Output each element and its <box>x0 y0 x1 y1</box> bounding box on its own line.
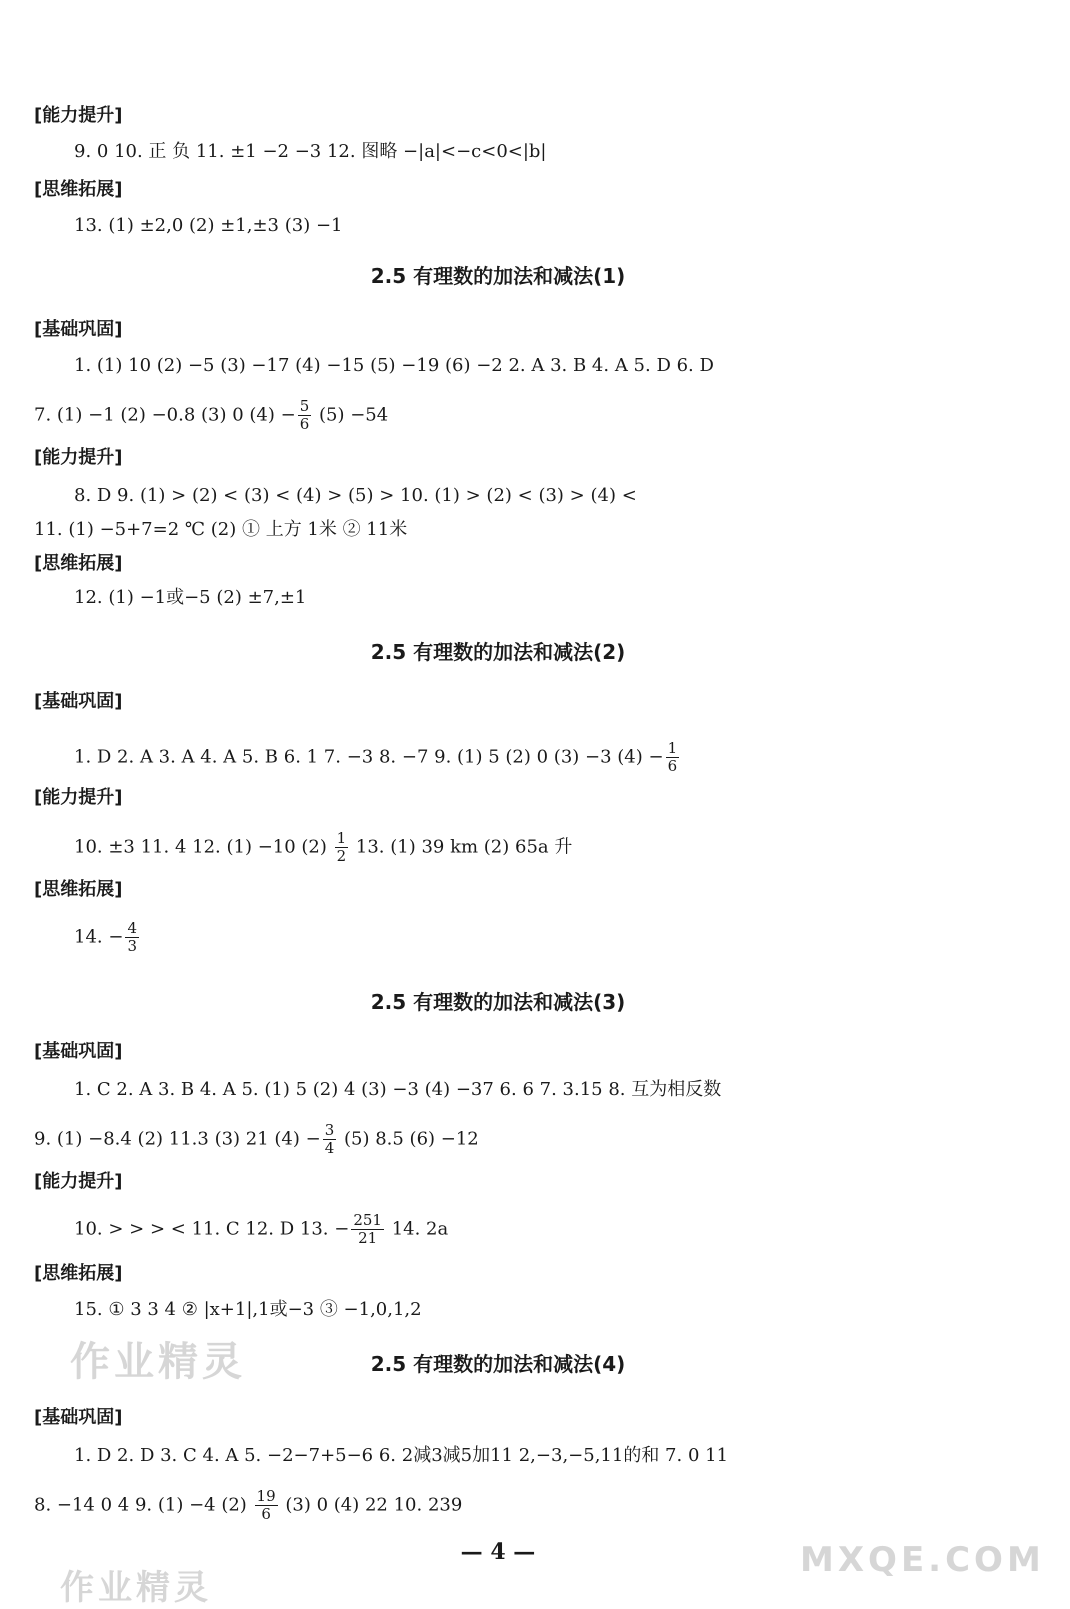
answer-line: 1. C 2. A 3. B 4. A 5. (1) 5 (2) 4 (3) −3 (4) −37 6. 6 7. 3.15 8. 互为相反数 <box>74 1079 722 1100</box>
page-number: — 4 — <box>460 1539 536 1565</box>
answer-text: 10. > > > < 11. C 12. D 13. − <box>74 1218 350 1240</box>
answer-text: 7. (1) −1 (2) −0.8 (3) 0 (4) − <box>34 404 296 426</box>
answer-text: 13. (1) 39 km (2) 65a 升 <box>350 836 573 858</box>
section-label: [基础巩固] <box>34 319 123 340</box>
section-title: 2.5 有理数的加法和减法(4) <box>370 1352 626 1376</box>
answer-line: 12. (1) −1或−5 (2) ±7,±1 <box>74 587 307 608</box>
watermark-site: MXQE.COM <box>800 1540 1045 1580</box>
section-label: [基础巩固] <box>34 1041 123 1062</box>
answer-line: 9. 0 10. 正 负 11. ±1 −2 −3 12. 图略 −|a|<−c<0<|b| <box>74 141 547 162</box>
fraction-denominator: 4 <box>324 1139 335 1157</box>
answer-line: 15. ① 3 3 4 ② |x+1|,1或−3 ③ −1,0,1,2 <box>74 1299 422 1320</box>
section-title: 2.5 有理数的加法和减法(2) <box>370 640 626 664</box>
answer-text: 14. − <box>74 926 124 948</box>
fraction-denominator: 21 <box>358 1229 378 1247</box>
section-label: [能力提升] <box>34 787 123 808</box>
fraction-numerator: 4 <box>127 919 137 937</box>
answer-text: 1. D 2. A 3. A 4. A 5. B 6. 1 7. −3 8. −7 9. (1) 5 (2) 0 (3) −3 (4) − <box>74 746 664 768</box>
answer-line <box>34 1488 1030 1523</box>
fraction <box>255 1488 278 1523</box>
answer-line <box>74 830 1070 865</box>
answer-line: 11. (1) −5+7=2 ℃ (2) ① 上方 1米 ② 11米 <box>34 519 408 540</box>
answer-text: 8. −14 0 4 9. (1) −4 (2) <box>34 1494 253 1516</box>
fraction-numerator: 1 <box>336 829 347 847</box>
answer-text: (5) −54 <box>313 404 389 426</box>
section-label: [能力提升] <box>34 105 123 126</box>
answer-line <box>34 1122 1030 1157</box>
fraction <box>298 398 312 433</box>
section-label: [思维拓展] <box>34 879 123 900</box>
answer-line <box>74 1212 1070 1247</box>
section-label: [思维拓展] <box>34 1263 123 1284</box>
answer-text: (5) 8.5 (6) −12 <box>338 1128 479 1150</box>
watermark-left: 作业精灵 <box>70 1339 246 1385</box>
section-title: 2.5 有理数的加法和减法(1) <box>370 264 626 288</box>
fraction-denominator: 3 <box>127 937 137 955</box>
watermark-bottom: 作业精灵 <box>60 1568 212 1608</box>
section-label: [基础巩固] <box>34 691 123 712</box>
answer-line: 1. D 2. D 3. C 4. A 5. −2−7+5−6 6. 2减3减5加11 2,−3,−5,11的和 7. 0 11 <box>74 1445 729 1466</box>
section-label: [思维拓展] <box>34 553 123 574</box>
section-label: [思维拓展] <box>34 179 123 200</box>
fraction <box>666 740 680 775</box>
fraction-numerator: 19 <box>256 1487 276 1505</box>
answer-line <box>34 398 1030 433</box>
section-label: [能力提升] <box>34 1171 123 1192</box>
fraction-numerator: 3 <box>324 1121 335 1139</box>
answer-line: 8. D 9. (1) > (2) < (3) < (4) > (5) > 10. (1) > (2) < (3) > (4) < <box>74 485 637 506</box>
fraction-numerator: 1 <box>667 739 678 757</box>
answer-line <box>74 740 1070 775</box>
answer-line: 1. (1) 10 (2) −5 (3) −17 (4) −15 (5) −19 (6) −2 2. A 3. B 4. A 5. D 6. D <box>74 355 714 376</box>
answer-text: 9. (1) −8.4 (2) 11.3 (3) 21 (4) − <box>34 1128 321 1150</box>
fraction-denominator: 2 <box>336 847 347 865</box>
section-label: [能力提升] <box>34 447 123 468</box>
fraction-numerator: 5 <box>299 397 310 415</box>
fraction <box>335 830 349 865</box>
fraction <box>125 920 139 955</box>
fraction-numerator: 251 <box>353 1211 382 1229</box>
section-title: 2.5 有理数的加法和减法(3) <box>370 990 626 1014</box>
fraction <box>323 1122 337 1157</box>
answer-line <box>74 920 1070 955</box>
answer-line: 13. (1) ±2,0 (2) ±1,±3 (3) −1 <box>74 215 343 236</box>
answer-text: 14. 2a <box>385 1218 449 1240</box>
fraction-denominator: 6 <box>299 415 310 433</box>
answer-text: (3) 0 (4) 22 10. 239 <box>279 1494 463 1516</box>
fraction-denominator: 6 <box>667 757 678 775</box>
fraction <box>351 1212 384 1247</box>
fraction-denominator: 6 <box>261 1505 271 1523</box>
section-label: [基础巩固] <box>34 1407 123 1428</box>
answer-text: 10. ±3 11. 4 12. (1) −10 (2) <box>74 836 333 858</box>
